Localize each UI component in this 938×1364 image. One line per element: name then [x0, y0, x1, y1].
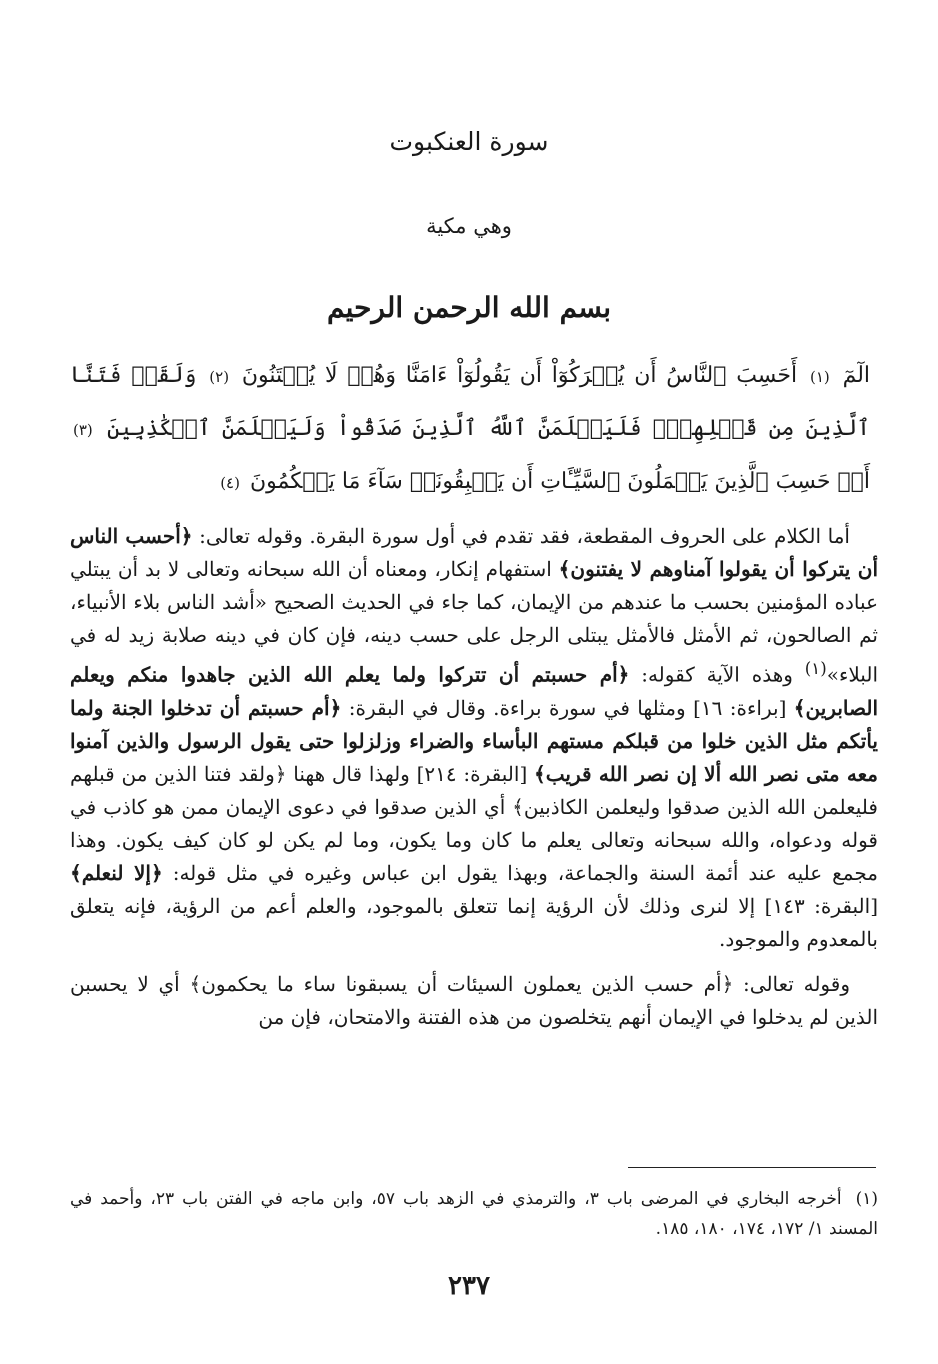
footnote-separator — [628, 1167, 876, 1168]
quran-quote: ﴿أم حسبتم أن تدخلوا الجنة ولما يأتكم مثل الذين خلوا من قبلكم مستهم البأساء والضراء وزلزلوا حتى يقول الرسول والذين آمنوا معه متى نصر الله ألا إن نصر الله قريب﴾ — [70, 695, 879, 786]
quran-quote: ﴿إلا لنعلم﴾ — [70, 860, 163, 885]
quran-quote: ﴿أم حسبتم أن تتركوا ولما يعلم الله الذين جاهدوا منكم ويعلم الصابرين﴾ — [70, 662, 878, 720]
basmala: بسم الله الرحمن الرحيم — [327, 291, 611, 324]
text-run: [البقرة: ٢١٤] ولهذا قال ههنا — [286, 761, 535, 786]
verse-text: أَحَسِبَ ٱلنَّاسُ أَن يُتۡرَكُوٓاْ أَن يَقُولُوٓاْ ءَامَنَّا وَهُمۡ لَا يُفۡتَنُونَ — [241, 363, 798, 388]
text-run: استفهام إنكار، ومعناه أن الله سبحانه وتعالى لا بد أن يبتلي عباده المؤمنين بحسب ما عندهم من الإيمان، كما جاء في الحديث الصحيح «أشد الناس بلاء الأنبياء، ثم الصالحون، ثم الأمثل فالأمثل يبتلى الرجل على حسب دينه، فإن كان في دينه صلابة زيد له في البلاء» — [70, 557, 878, 687]
ayah-number-marker: (١) — [809, 368, 830, 386]
text-run: [البقرة: ١٤٣] إلا لنرى وذلك لأن الرؤية إنما تتعلق بالموجود، والعلم أعم من الرؤية، فإنه يتعلق بالمعدوم والموجود. — [70, 893, 879, 951]
text-run: أما الكلام على الحروف المقطعة، فقد تقدم في أول سورة البقرة. وقوله تعالى: — [192, 524, 850, 548]
verse-text: وَلَقَدۡ فَتَنَّا ٱلَّذِينَ مِن قَبۡلِهِمۡۖ فَلَيَعۡلَمَنَّ ٱللَّهُ ٱلَّذِينَ صَدَقُواْ وَلَيَعۡلَمَنَّ ٱلۡكَٰذِبِينَ — [70, 363, 870, 441]
footnote-reference[interactable]: (١) — [804, 659, 827, 678]
footnote-text: أخرجه البخاري في المرضى باب ٣، والترمذي في الزهد باب ٥٧، وابن ماجه في الفتن باب ٢٣، وأحمد في المسند ١/ ١٧٢، ١٧٤، ١٨٠، ١٨٥. — [70, 1189, 878, 1239]
page-number: ٢٣٧ — [448, 1271, 490, 1301]
paragraph — [70, 520, 878, 956]
text-run: [براءة: ١٦] ومثلها في سورة براءة. وقال في البقرة: — [341, 695, 794, 720]
ayah-number-marker: (٣) — [73, 421, 93, 439]
ayah-number-marker: (٢) — [209, 368, 230, 386]
footnote-marker: (١) — [855, 1189, 878, 1209]
text-run: وقوله تعالى: — [733, 971, 850, 996]
verse-text: الٓمٓ — [842, 363, 871, 388]
quran-quote: ﴿أم حسب الذين يعملون السيئات أن يسبقونا ساء ما يحكمون﴾ — [189, 971, 734, 996]
quran-quote: ﴿أحسب الناس أن يتركوا أن يقولوا آمناوهم لا يفتنون﴾ — [70, 524, 878, 581]
quran-quote: ﴿ولقد فتنا الذين من قبلهم فليعلمن الله الذين صدقوا وليعلمن الكاذبين﴾ — [70, 761, 878, 819]
commentary — [70, 520, 878, 1034]
footnote — [70, 1184, 878, 1244]
ayah-number-marker: (٤) — [220, 474, 240, 492]
verse-text: أَمۡ حَسِبَ ٱلَّذِينَ يَعۡمَلُونَ ٱلسَّيِّـَٔاتِ أَن يَسۡبِقُونَاۚ سَآءَ مَا يَحۡكُمُونَ — [249, 469, 870, 494]
text-run: وهذه الآية كقوله: — [629, 662, 805, 687]
surah-title: سورة العنكبوت — [389, 127, 549, 156]
text-run: أي لا يحسبن الذين لم يدخلوا في الإيمان أنهم يتخلصون من هذه الفتنة والامتحان، فإن من — [70, 971, 878, 1029]
quran-verses — [70, 350, 870, 509]
text-run: أي الذين صدقوا في دعوى الإيمان ممن هو كاذب في قوله ودعواه، والله سبحانه وتعالى يعلم ما كان وما يكون، وما لم يكن لو كان كيف يكون. وهذا مجمع عليه عند أئمة السنة والجماعة، وبهذا يقول ابن عباس وغيره في مثل قوله: — [70, 794, 878, 885]
surah-type: وهي مكية — [426, 214, 512, 238]
paragraph — [70, 968, 878, 1034]
